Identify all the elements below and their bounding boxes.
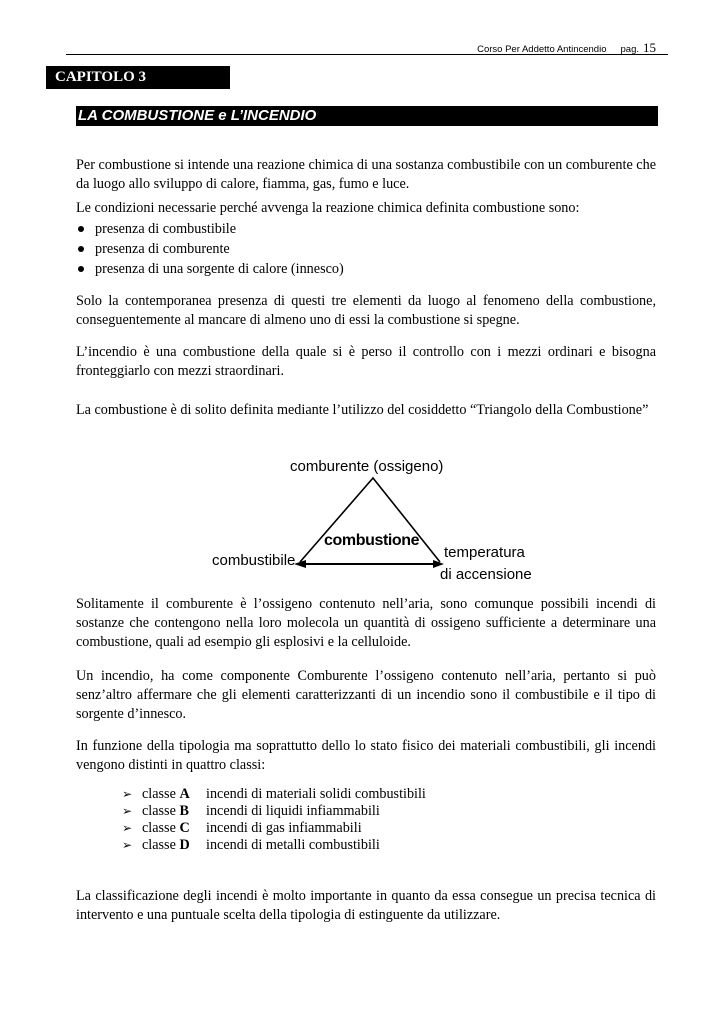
list-item bbox=[122, 786, 426, 803]
paragraph-incendio: L’incendio è una combustione della quale si è perso il controllo con i mezzi ordinari e bisogna fronteggiarlo con mezzi straordinari. bbox=[76, 344, 656, 379]
page-number: 15 bbox=[643, 40, 656, 55]
arrow-bullet-icon: ➢ bbox=[122, 787, 133, 801]
paragraph-triangolo: La combustione è di solito definita mediante l’utilizzo del cosiddetto “Triangolo della Combustione” bbox=[76, 402, 649, 418]
paragraph-comburente: Solitamente il comburente è l’ossigeno contenuto nell’aria, sono comunque possibili incendi di sostanze che contengono nella loro molecola un quantità di ossigeno sufficiente a determinare una combustione, quali ad esempio gli esplosivi e la celluloide. bbox=[76, 596, 656, 650]
paragraph-classificazione: La classificazione degli incendi è molto importante in quanto da essa consegue un precisa tecnica di intervento e una puntuale scelta della tipologia di estinguente da utilizzare. bbox=[76, 888, 656, 923]
class-description: incendi di liquidi infiammabili bbox=[206, 803, 380, 819]
chapter-heading: CAPITOLO 3 bbox=[46, 66, 230, 89]
class-letter: B bbox=[179, 803, 189, 819]
class-description: incendi di metalli combustibili bbox=[206, 837, 380, 853]
class-letter: C bbox=[179, 820, 190, 836]
paragraph-funzione: In funzione della tipologia ma soprattutto dello lo stato fisico dei materiali combustibili, gli incendi vengono distinti in quattro classi: bbox=[76, 738, 656, 773]
section-title: LA COMBUSTIONE e L’INCENDIO bbox=[76, 106, 658, 126]
triangle-label-temperatura: temperatura bbox=[444, 544, 525, 561]
intro-paragraph: Per combustione si intende una reazione chimica di una sostanza combustibile con un comburente che da luogo allo sviluppo di calore, fiamma, gas, fumo e luce. bbox=[76, 157, 656, 192]
list-item bbox=[122, 837, 426, 854]
arrow-bullet-icon: ➢ bbox=[122, 821, 133, 835]
list-item: presenza di comburente bbox=[76, 239, 344, 259]
paragraph-componente: Un incendio, ha come componente Comburente l’ossigeno contenuto nell’aria, pertanto si può senz’altro affermare che gli elementi caratterizzanti di un incendio sono il combustibile e il tipo di sorgente d’innesco. bbox=[76, 668, 656, 722]
class-description: incendi di materiali solidi combustibili bbox=[206, 786, 426, 802]
list-item: presenza di una sorgente di calore (innesco) bbox=[76, 259, 344, 279]
fire-classes-list bbox=[122, 786, 426, 854]
class-label: classe bbox=[142, 803, 176, 819]
page-label: pag. bbox=[620, 44, 639, 55]
list-item: presenza di combustibile bbox=[76, 219, 344, 239]
triangle-label-combustione: combustione bbox=[324, 532, 420, 549]
triangle-label-accensione: di accensione bbox=[440, 566, 532, 583]
arrow-bullet-icon: ➢ bbox=[122, 838, 133, 852]
page-header bbox=[66, 40, 668, 55]
list-item bbox=[122, 820, 426, 837]
conditions-intro: Le condizioni necessarie perché avvenga la reazione chimica definita combustione sono: bbox=[76, 200, 580, 216]
triangle-label-combustibile: combustibile bbox=[212, 552, 296, 569]
triangle-label-comburente: comburente (ossigeno) bbox=[290, 458, 444, 475]
class-label: classe bbox=[142, 837, 176, 853]
class-letter: D bbox=[179, 837, 190, 853]
paragraph-contemporanea: Solo la contemporanea presenza di questi tre elementi da luogo al fenomeno della combustione, conseguentemente al mancare di almeno uno di essi la combustione si spegne. bbox=[76, 293, 656, 328]
class-label: classe bbox=[142, 786, 176, 802]
conditions-list bbox=[76, 219, 344, 279]
list-item bbox=[122, 803, 426, 820]
class-letter: A bbox=[179, 786, 190, 802]
arrow-bullet-icon: ➢ bbox=[122, 804, 133, 818]
combustion-triangle-diagram bbox=[200, 452, 540, 586]
course-title: Corso Per Addetto Antincendio bbox=[477, 44, 607, 55]
class-description: incendi di gas infiammabili bbox=[206, 820, 362, 836]
class-label: classe bbox=[142, 820, 176, 836]
